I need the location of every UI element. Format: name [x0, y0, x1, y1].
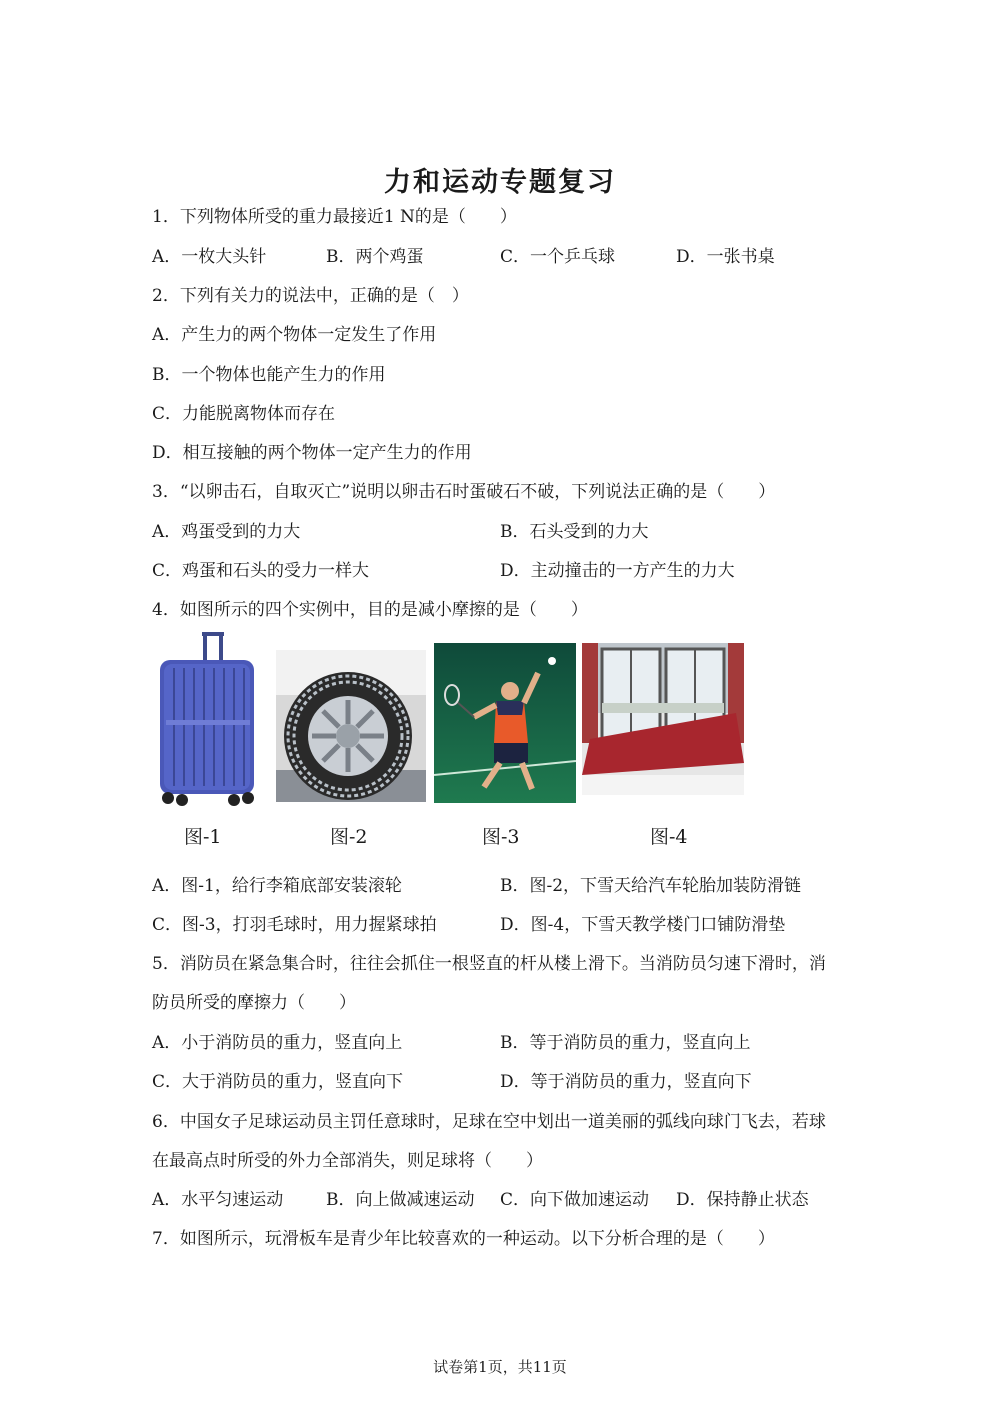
- figure-1-caption: 图-1: [184, 826, 222, 848]
- question-3-option-a: A．鸡蛋受到的力大: [152, 522, 301, 542]
- figure-1-suitcase-image: [156, 630, 266, 808]
- page-title: 力和运动专题复习: [384, 167, 616, 198]
- question-5-option-a: A．小于消防员的重力，竖直向上: [152, 1033, 403, 1053]
- question-1-option-c: C．一个乒乓球: [500, 247, 616, 267]
- question-1-option-d: D．一张书桌: [676, 247, 775, 267]
- question-2-option-a: A．产生力的两个物体一定发生了作用: [152, 325, 437, 345]
- figure-2-tire-chain-image: [276, 650, 426, 802]
- figure-3-caption: 图-3: [482, 826, 520, 848]
- question-4-option-b: B．图-2，下雪天给汽车轮胎加装防滑链: [500, 876, 802, 896]
- question-5-option-c: C．大于消防员的重力，竖直向下: [152, 1072, 404, 1092]
- figure-2-caption: 图-2: [330, 826, 368, 848]
- question-7-stem: 7．如图所示，玩滑板车是青少年比较喜欢的一种运动。以下分析合理的是（ ）: [152, 1229, 775, 1249]
- question-2-option-b: B．一个物体也能产生力的作用: [152, 365, 386, 385]
- question-6-option-b: B．向上做减速运动: [326, 1190, 475, 1210]
- question-6-option-a: A．水平匀速运动: [152, 1190, 284, 1210]
- question-3-option-b: B．石头受到的力大: [500, 522, 649, 542]
- question-4-option-c: C．图-3，打羽毛球时，用力握紧球拍: [152, 915, 437, 935]
- figure-4-caption: 图-4: [650, 826, 688, 848]
- question-6-option-c: C．向下做加速运动: [500, 1190, 650, 1210]
- question-1-option-a: A．一枚大头针: [152, 247, 267, 267]
- question-4-option-d: D．图-4，下雪天教学楼门口铺防滑垫: [500, 915, 786, 935]
- question-5-option-d: D．等于消防员的重力，竖直向下: [500, 1072, 752, 1092]
- question-2-option-d: D．相互接触的两个物体一定产生力的作用: [152, 443, 472, 463]
- question-3-stem: 3．“以卵击石，自取灭亡”说明以卵击石时蛋破石不破，下列说法正确的是（ ）: [152, 482, 776, 502]
- question-6-stem-line-1: 6．中国女子足球运动员主罚任意球时，足球在空中划出一道美丽的弧线向球门飞去，若球: [152, 1112, 826, 1132]
- question-3-option-d: D．主动撞击的一方产生的力大: [500, 561, 735, 581]
- question-2-stem: 2．下列有关力的说法中，正确的是（ ）: [152, 286, 469, 306]
- question-5-stem-line-1: 5．消防员在紧急集合时，往往会抓住一根竖直的杆从楼上滑下。当消防员匀速下滑时，消: [152, 954, 826, 974]
- question-3-option-c: C．鸡蛋和石头的受力一样大: [152, 561, 370, 581]
- question-4-option-a: A．图-1，给行李箱底部安装滚轮: [152, 876, 402, 896]
- question-6-option-d: D．保持静止状态: [676, 1190, 809, 1210]
- question-1-stem: 1．下列物体所受的重力最接近1 N的是（ ）: [152, 207, 517, 227]
- figure-3-badminton-image: [434, 643, 576, 803]
- page-footer: 试卷第1页，共11页: [433, 1358, 567, 1376]
- question-1-option-b: B．两个鸡蛋: [326, 247, 424, 267]
- question-4-stem: 4．如图所示的四个实例中，目的是减小摩擦的是（ ）: [152, 600, 588, 620]
- question-5-option-b: B．等于消防员的重力，竖直向上: [500, 1033, 751, 1053]
- question-5-stem-line-2: 防员所受的摩擦力（ ）: [152, 993, 356, 1013]
- question-6-stem-line-2: 在最高点时所受的外力全部消失，则足球将（ ）: [152, 1151, 543, 1171]
- question-2-option-c: C．力能脱离物体而存在: [152, 404, 336, 424]
- figure-4-entrance-mat-image: [582, 643, 744, 795]
